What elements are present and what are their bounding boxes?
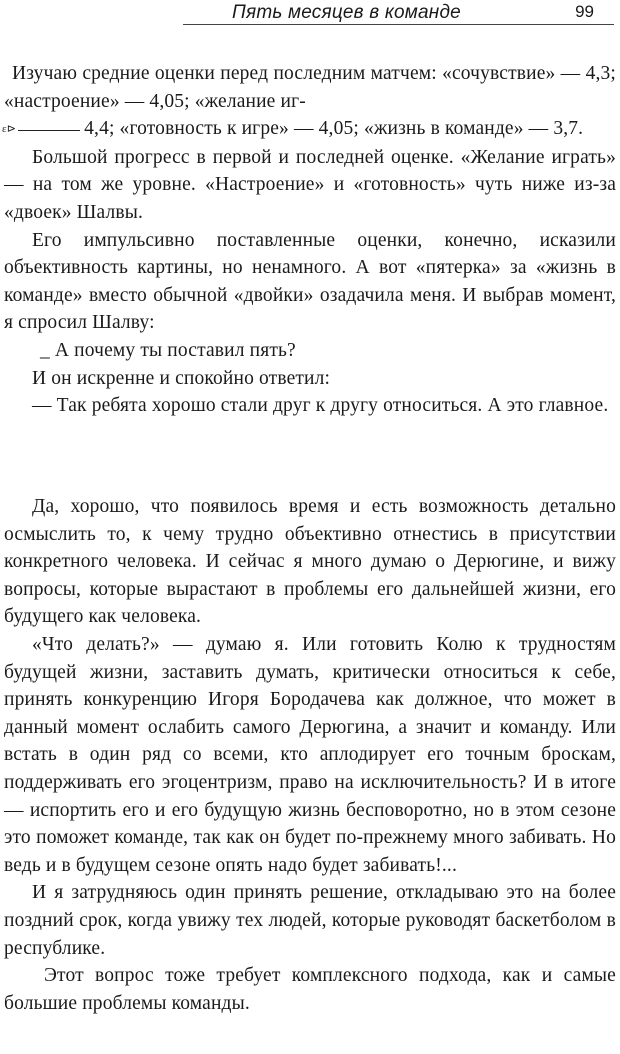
running-title: Пять месяцев в команде bbox=[232, 2, 461, 23]
paragraph-2 bbox=[4, 115, 616, 144]
paragraph-7: — Так ребята хорошо стали друг к другу относиться. А это главное. bbox=[32, 395, 609, 417]
paragraph-9: «Что делать?» — думаю я. Или готовить Колю к трудностям будущей жизни, заставить думать, критически относиться к себе, принять конкуренцию Игоря Бородачева как должное, что может в данный момент ослабить самого Дерюгина, а значит и команду. Или встать в один ряд со всеми, кто аплодирует его точным броскам, поддерживать его эгоцентризм, право на исключительность? И в итоге — испортить его и его будущую жизнь бесповоротно, но в этом сезоне это поможет команде, так как он будет по-прежнему много забивать. Но ведь и в будущем сезоне опять надо будет забивать!... bbox=[4, 633, 616, 876]
page-number: 99 bbox=[575, 2, 594, 21]
paragraph-8: Да, хорошо, что появилось время и есть возможность детально осмыслить то, к чему трудно объективно отнестись в присутствии конкретного человека. И сейчас я много думаю о Дерюгине, и вижу вопросы, которые вырастают в проблемы его дальнейшей жизни, его будущего как человека. bbox=[4, 496, 616, 628]
paragraph-3: Большой прогресс в первой и последней оценке. «Желание играть» — на том же уровне. «Настроение» и «готовность» чуть ниже из-за «двоек» Шалвы. bbox=[4, 146, 616, 223]
paragraph-4: Его импульсивно поставленные оценки, конечно, исказили объективность картины, но ненамного. А вот «пятерка» за «жизнь в команде» вместо обычной «двойки» озадачила меня. И выбрав момент, я спросил Шалву: bbox=[4, 229, 616, 334]
underline-gap bbox=[18, 130, 80, 131]
text-block-top bbox=[4, 60, 616, 420]
margin-mark: ɛ⊳ bbox=[2, 123, 17, 136]
paragraph-6: И он искренне и спокойно ответил: bbox=[32, 367, 331, 389]
text-block-bottom bbox=[4, 493, 616, 1017]
paragraph-1: Изучаю средние оценки перед последним матчем: «сочувствие» — 4,3; «настроение» — 4,05; «желание иг- bbox=[4, 63, 616, 112]
paragraph-10: И я затрудняюсь один принять решение, откладываю это на более поздний срок, когда увижу тех людей, которые руководят баскетболом в республике. bbox=[4, 882, 616, 959]
paragraph-11: Этот вопрос тоже требует комплексного подхода, как и самые большие проблемы команды. bbox=[4, 965, 616, 1014]
paragraph-5: _ А почему ты поставил пять? bbox=[40, 339, 296, 361]
paragraph-2-text: 4,4; «готовность к игре» — 4,05; «жизнь в команде» — 3,7. bbox=[84, 118, 584, 140]
header-rule bbox=[183, 24, 614, 25]
page-header bbox=[0, 0, 620, 30]
